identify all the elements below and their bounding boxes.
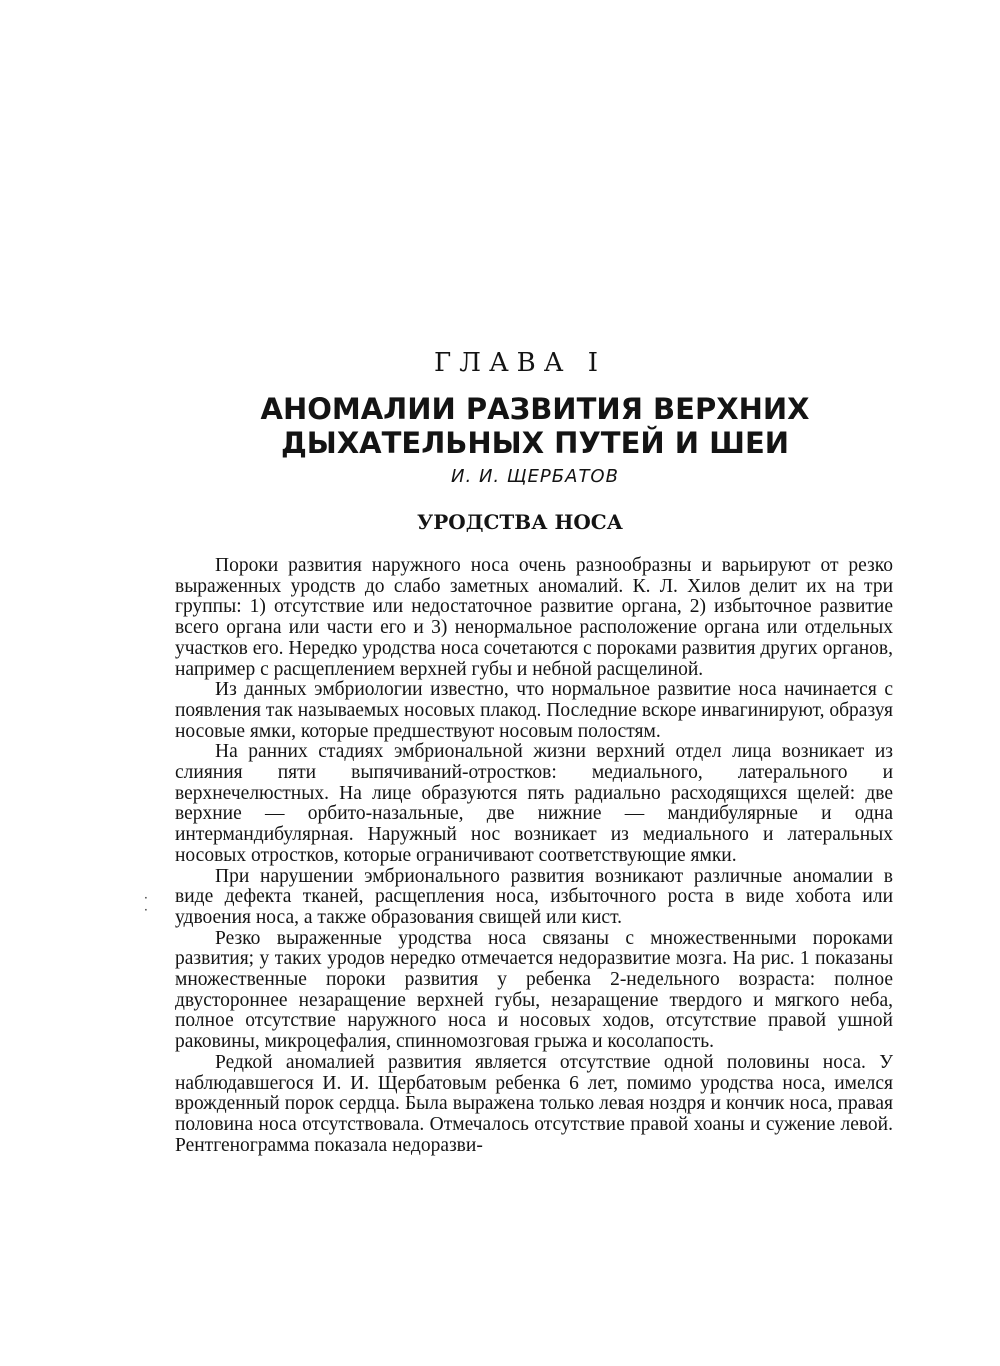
paragraph-1: Пороки развития наружного носа очень разнообразны и варьируют от резко выраженных уродств до слабо заметных аномалий. К. Л. Хилов делит их на три группы: 1) отсутствие или недостаточное развитие органа, 2) избыточное развитие всего органа или части его и 3) ненормальное расположение органа или отдельных участков его. Нередко уродства носа сочетаются с пороками развития других органов, например с расщеплением верхней губы и небной расщелиной. [175,555,893,680]
body-text [175,556,893,1156]
paragraph-6: Редкой аномалией развития является отсутствие одной половины носа. У наблюдавшегося И. И. Щербатовым ребенка 6 лет, помимо уродства носа, имелся врожденный порок сердца. Была выражена только левая ноздря и кончик носа, правая половина носа отсутствовала. Отмечалось отсутствие правой хоаны и сужение левой. Рентгенограмма показала недоразви- [175,1051,893,1156]
paragraph-3: На ранних стадиях эмбриональной жизни верхний отдел лица возникает из слияния пяти выпячиваний-отростков: медиального, латерального и верхнечелюстных. На лице образуются пять радиально расходящихся щелей: две верхние — орбито-назальные, две нижние — мандибулярные и одна интермандибулярная. Наружный нос возникает из медиального и латеральных носовых отростков, которые ограничивают соответствующие ямки. [175,741,893,866]
paragraph-4: При нарушении эмбрионального развития возникают различные аномалии в виде дефекта тканей, расщепления носа, избыточного роста в виде хобота или удвоения носа, а также образования свищей или кист. [175,865,893,928]
chapter-label: ГЛАВА I [434,348,606,378]
chapter-title: АНОМАЛИИ РАЗВИТИЯ ВЕРХНИХ ДЫХАТЕЛЬНЫХ ПУТЕЙ И ШЕИ [260,392,810,460]
paragraph-2: Из данных эмбриологии известно, что нормальное развитие носа начинается с появления так называемых носовых плакод. Последние вскоре инвагинируют, образуя носовые ямки, которые предшествуют носовым полостям. [175,679,893,742]
section-title: УРОДСТВА НОСА [417,510,623,534]
margin-speck: · [144,903,148,917]
margin-speck: · [144,891,148,905]
chapter-author: И. И. ЩЕРБАТОВ [451,466,619,487]
paragraph-5: Резко выраженные уродства носа связаны с множественными пороками развития; у таких уродов нередко отмечается недоразвитие мозга. На рис. 1 показаны множественные пороки развития у ребенка 2-недельного возраста: полное двустороннее незаращение верхней губы, незаращение твердого и мягкого неба, полное отсутствие наружного носа и носовых ходов, отсутствие правой ушной раковины, микроцефалия, спинномозговая грыжа и косолапость. [175,927,893,1053]
